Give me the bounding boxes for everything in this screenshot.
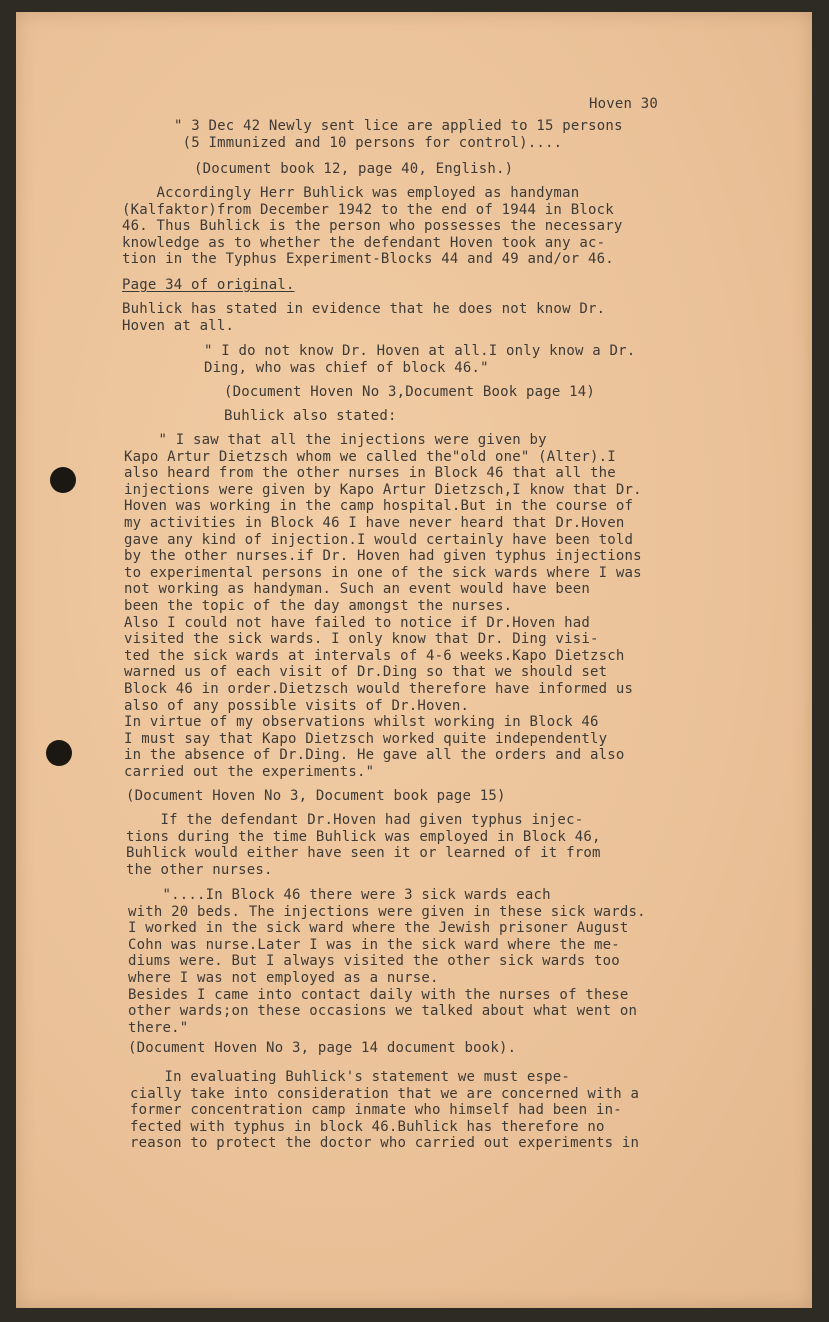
citation-hoven-no3-p14-b: (Document Hoven No 3, page 14 document book). (128, 1040, 517, 1056)
quote-diary-entry: " 3 Dec 42 Newly sent lice are applied to 15 persons (5 Immunized and 10 persons for control).... (174, 118, 623, 151)
quote-sick-wards: "....In Block 46 there were 3 sick wards each with 20 beds. The injections were given in these sick wards. I worked in the sick ward where the Jewish prisoner August Cohn was nurse.Later I was in the sick ward where the me- diums were. But I always visited the other sick wards too where I was not employed as a nurse. Besides I came into contact daily with the nurses of these other wards;on these occasions we talked about what went on there." (128, 887, 646, 1036)
page-reference-heading: Page 34 of original. (122, 277, 295, 293)
citation-document-book-12: (Document book 12, page 40, English.) (194, 161, 514, 177)
paragraph-also-stated: Buhlick also stated: (224, 408, 397, 424)
punch-hole-bottom (46, 740, 72, 766)
page-header: Hoven 30 (589, 96, 659, 112)
punch-hole-top (50, 467, 76, 493)
citation-hoven-no3-p14: (Document Hoven No 3,Document Book page 14) (224, 384, 596, 400)
paragraph-employment: Accordingly Herr Buhlick was employed as handyman (Kalfaktor)from December 1942 to the end of 1944 in Block 46. Thus Buhlick is the person who possesses the necessary knowledge as to whether the defendant Hoven took any ac- tion in the Typhus Experiment-Blocks 44 and 49 and/or 46. (122, 185, 623, 268)
citation-hoven-no3-p15: (Document Hoven No 3, Document book page 15) (126, 788, 506, 804)
paragraph-statement-intro: Buhlick has stated in evidence that he does not know Dr. Hoven at all. (122, 301, 606, 334)
quote-injections-testimony: " I saw that all the injections were given by Kapo Artur Dietzsch whom we called the"old one" (Alter).I also heard from the other nurses in Block 46 that all the injections were given by Kapo Artur Dietzsch,I know that Dr. Hoven was working in the camp hospital.But in the course of my activities in Block 46 I have never heard that Dr.Hoven gave any kind of injection.I would certainly have been told by the other nurses.if Dr. Hoven had given typhus injections to experimental persons in one of the sick wards where I was not working as handyman. Such an event would have been been the topic of the day amongst the nurses. Also I could not have failed to notice if Dr.Hoven had visited the sick wards. I only know that Dr. Ding visi- ted the sick wards at intervals of 4-6 weeks.Kapo Dietzsch warned us of each visit of Dr.Ding so that we should set Block 46 in order.Dietzsch would therefore have informed us also of any possible visits of Dr.Hoven. In virtue of my observations whilst working in Block 46 I must say that Kapo Dietzsch worked quite independently in the absence of Dr.Ding. He gave all the orders and also carried out the experiments." (124, 432, 642, 780)
paragraph-evaluation: In evaluating Buhlick's statement we must espe- cially take into consideration that we are concerned with a former concentration camp inmate who himself had been in- fected with typhus in block 46.Buhlick has therefore no reason to protect the doctor who carried out experiments in (130, 1069, 640, 1152)
paragraph-argument: If the defendant Dr.Hoven had given typhus injec- tions during the time Buhlick was employed in Block 46, Buhlick would either have seen it or learned of it from the other nurses. (126, 812, 601, 878)
document-page (16, 12, 812, 1308)
quote-does-not-know: " I do not know Dr. Hoven at all.I only know a Dr. Ding, who was chief of block 46." (204, 343, 636, 376)
